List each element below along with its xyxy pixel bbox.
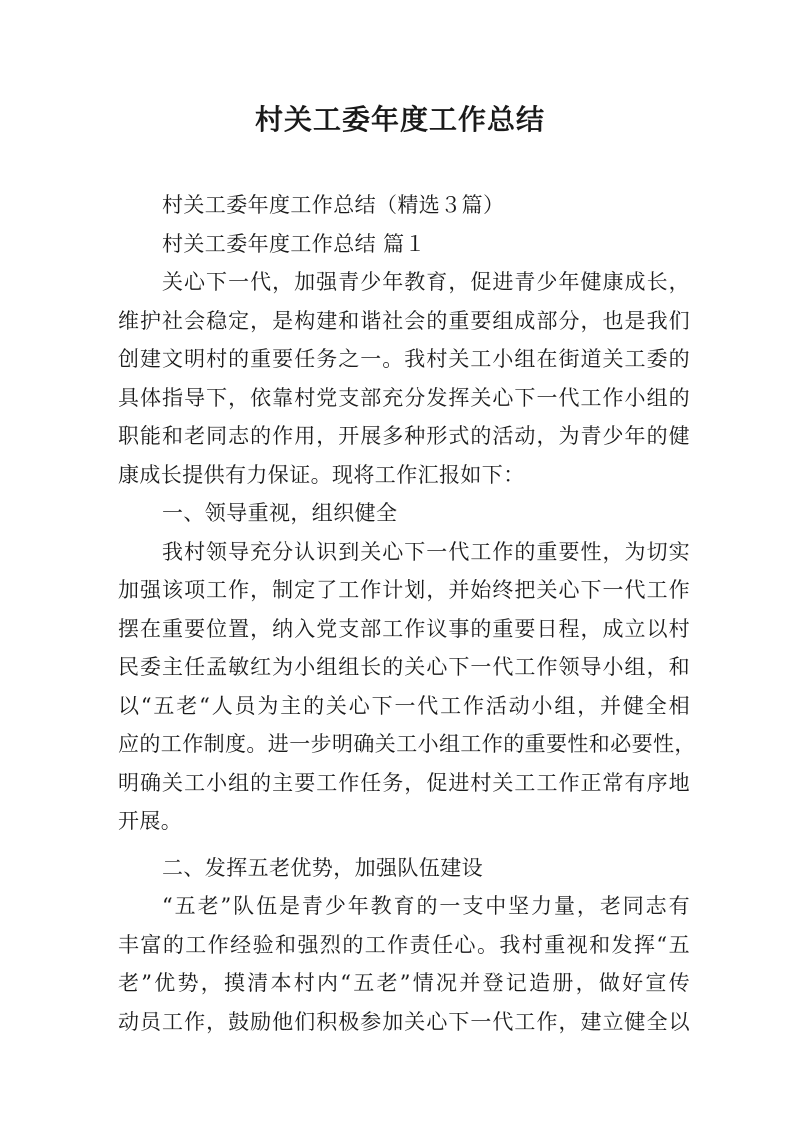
- body-line: 开展。: [118, 809, 183, 833]
- document-body: [118, 186, 696, 1041]
- body-line: 村关工委年度工作总结 篇１: [162, 231, 426, 256]
- body-line: 创建文明村的重要任务之一。我村关工小组在街道关工委的: [118, 347, 690, 371]
- body-line: 丰富的工作经验和强烈的工作责任心。我村重视和发挥“五: [118, 932, 690, 957]
- body-line: “五老”队伍是青少年教育的一支中坚力量，老同志有: [162, 894, 690, 918]
- body-line: 具体指导下，依靠村党支部充分发挥关心下一代工作小组的: [118, 385, 690, 410]
- body-line: 一、领导重视，组织健全: [162, 501, 398, 525]
- body-line: 应的工作制度。进一步明确关工小组工作的重要性和必要性，: [118, 732, 696, 756]
- body-line: 动员工作，鼓励他们积极参加关心下一代工作，建立健全以: [118, 1009, 690, 1034]
- body-line: 二、发挥五老优势，加强队伍建设: [162, 855, 483, 880]
- body-line: 康成长提供有力保证。现将工作汇报如下：: [118, 462, 525, 487]
- body-line: 维护社会稳定，是构建和谐社会的重要组成部分，也是我们: [118, 308, 690, 333]
- body-line: 我村领导充分认识到关心下一代工作的重要性，为切实: [162, 539, 690, 564]
- body-line: 民委主任孟敏红为小组组长的关心下一代工作领导小组，和: [118, 655, 690, 679]
- body-line: 明确关工小组的主要工作任务，促进村关工工作正常有序地: [118, 770, 690, 795]
- body-line: 村关工委年度工作总结（精选３篇）: [162, 193, 505, 217]
- document-title: 村关工委年度工作总结: [254, 103, 545, 136]
- body-line: 关心下一代，加强青少年教育，促进青少年健康成长，: [162, 270, 690, 294]
- body-line: 加强该项工作，制定了工作计划，并始终把关心下一代工作: [118, 578, 690, 602]
- body-line: 以“五老“人员为主的关心下一代工作活动小组，并健全相: [118, 693, 690, 718]
- body-line: 职能和老同志的作用，开展多种形式的活动，为青少年的健: [118, 424, 690, 448]
- body-line: 摆在重要位置，纳入党支部工作议事的重要日程，成立以村: [118, 616, 690, 641]
- body-line: 老”优势，摸清本村内“五老”情况并登记造册，做好宣传: [118, 971, 690, 995]
